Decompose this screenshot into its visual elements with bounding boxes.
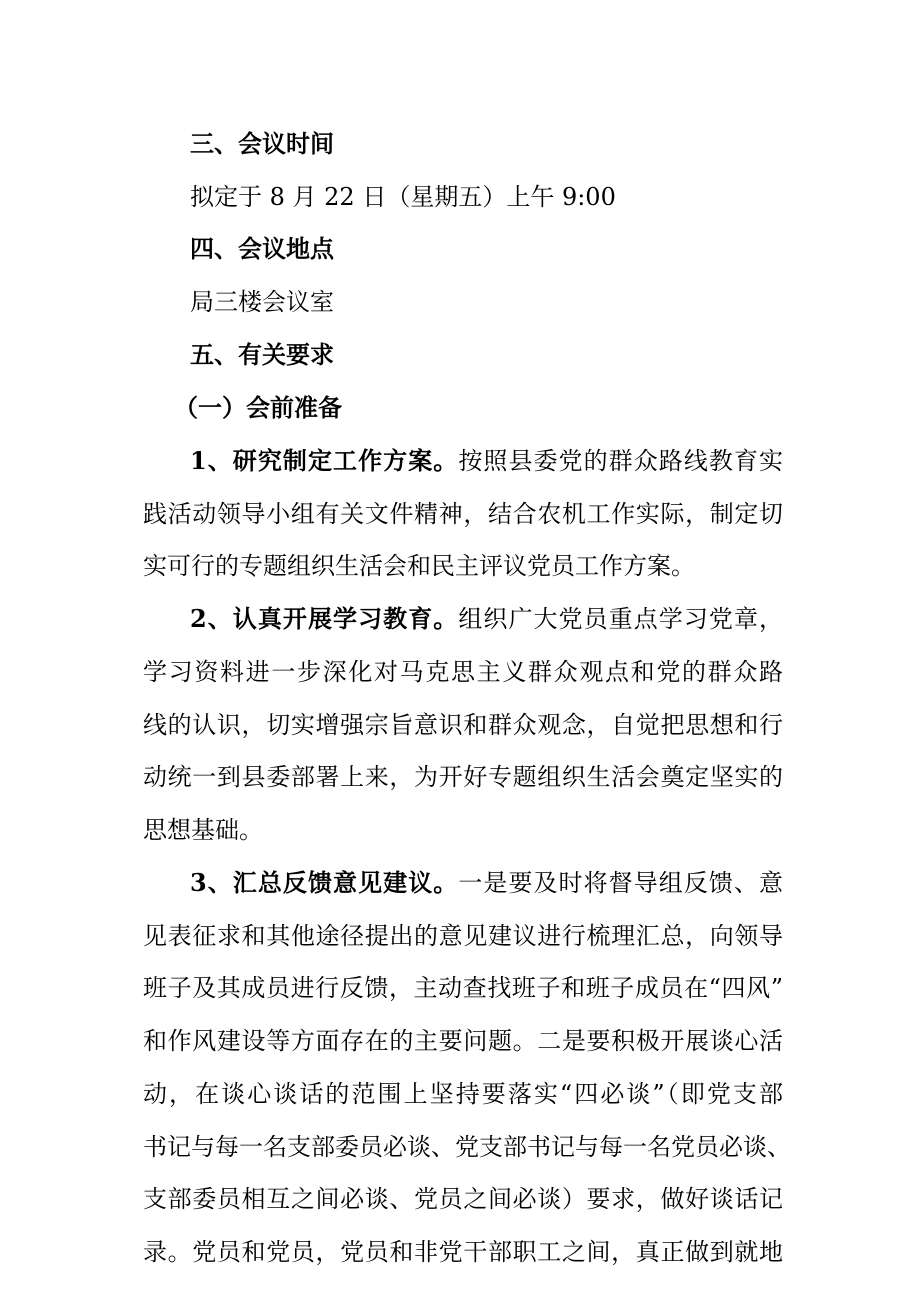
item1-first-line-rest: 按照县委党的群众路线教育实 [458,447,784,475]
item2-line: 动统一到县委部署上来，为开好专题组织生活会奠定坚实的 [143,763,783,791]
item3-line: 班子及其成员进行反馈，主动查找班子和班子成员在“四风” [143,974,783,1002]
item2-line: 思想基础。 [143,816,263,844]
item1-first-line [190,435,783,487]
item1-line: 实可行的专题组织生活会和民主评议党员工作方案。 [143,552,695,580]
item3-line: 和作风建设等方面存在的主要问题。二是要积极开展谈心活 [143,1027,783,1055]
meeting-location-text: 局三楼会议室 [190,288,334,316]
item2-line: 学习资料进一步深化对马克思主义群众观点和党的群众路 [143,658,783,686]
item3-line: 见表征求和其他途径提出的意见建议进行梳理汇总，向领导 [143,922,783,950]
item3-first-line [190,857,783,909]
item1-line: 践活动领导小组有关文件精神，结合农机工作实际，制定切 [143,500,783,528]
item2-first-line [190,593,783,645]
item3-lead: 3、汇总反馈意见建议。 [190,868,459,897]
section-heading-location: 四、会议地点 [190,234,334,263]
item3-line: 书记与每一名支部委员必谈、党支部书记与每一名党员必谈、 [143,1133,791,1161]
meeting-time-text: 拟定于 8 月 22 日（星期五）上午 9:00 [190,183,616,211]
item1-lead: 1、研究制定工作方案。 [190,446,459,475]
item2-lead: 2、认真开展学习教育。 [190,604,459,633]
item3-line: 动，在谈心谈话的范围上坚持要落实“四必谈”（即党支部 [143,1080,783,1108]
subsection-heading-preparation: （一）会前准备 [174,393,342,422]
section-heading-requirements: 五、有关要求 [190,340,334,369]
item2-first-line-rest: 组织广大党员重点学习党章， [458,605,784,633]
item3-line: 支部委员相互之间必谈、党员之间必谈）要求，做好谈话记 [143,1185,783,1213]
item3-line: 录。党员和党员，党员和非党干部职工之间，真正做到就地 [143,1238,783,1266]
section-heading-time: 三、会议时间 [190,129,334,158]
item3-first-line-rest: 一是要及时将督导组反馈、意 [458,869,784,897]
item2-line: 线的认识，切实增强宗旨意识和群众观念，自觉把思想和行 [143,711,783,739]
